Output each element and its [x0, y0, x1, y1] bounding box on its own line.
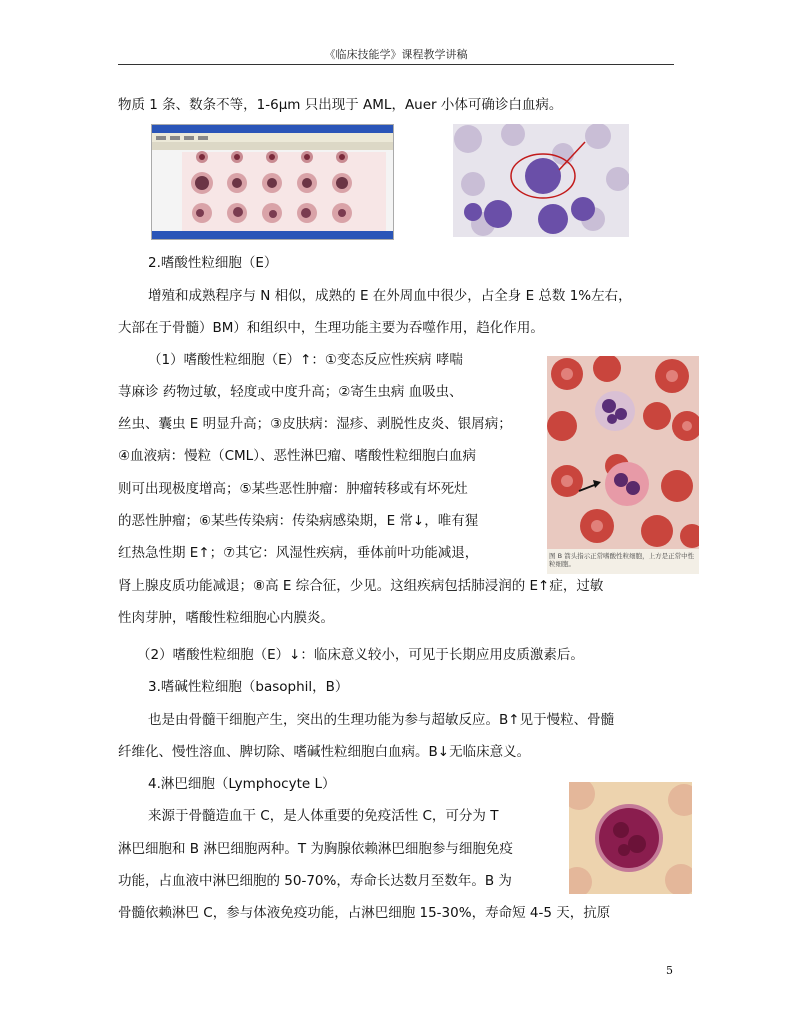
screenshot-figure — [151, 124, 394, 240]
micrograph-auer — [453, 124, 629, 237]
text-line: 丝虫、囊虫 E 明显升高；③皮肤病：湿疹、剥脱性皮炎、银屑病； — [118, 416, 512, 432]
text-line: 大部在于骨髓）BM）和组织中，生理功能主要为吞噬作用，趋化作用。 — [118, 320, 544, 336]
figure-caption: 图 B 箭头指示正常嗜酸性粒细胞，上方是正常中性粒细胞。 — [549, 552, 695, 568]
text-line: （2）嗜酸性粒细胞（E）↓：临床意义较小，可见于长期应用皮质激素后。 — [137, 647, 584, 663]
text-line: 纤维化、慢性溶血、脾切除、嗜碱性粒细胞白血病。B↓无临床意义。 — [118, 744, 531, 760]
text-line: 淋巴细胞和 B 淋巴细胞两种。T 为胸腺依赖淋巴细胞参与细胞免疫 — [118, 841, 513, 857]
text-line: 也是由骨髓干细胞产生，突出的生理功能为参与超敏反应。B↑见于慢粒、骨髓 — [148, 712, 615, 728]
text-line: 来源于骨髓造血干 C，是人体重要的免疫活性 C，可分为 T — [148, 808, 499, 824]
text-line: 物质 1 条、数条不等，1-6μm 只出现于 AML，Auer 小体可确诊白血病。 — [118, 97, 563, 113]
text-line: 则可出现极度增高；⑤某些恶性肿瘤：肿瘤转移或有坏死灶 — [118, 481, 468, 497]
text-line: 性肉芽肿，嗜酸性粒细胞心内膜炎。 — [118, 610, 334, 626]
text-line: （1）嗜酸性粒细胞（E）↑：①变态反应性疾病 哮喘 — [148, 352, 463, 368]
header-rule — [118, 64, 674, 65]
text-line: 荨麻诊 药物过敏，轻度或中度升高；②寄生虫病 血吸虫、 — [118, 384, 463, 400]
text-line: 红热急性期 E↑；⑦其它：风湿性疾病，垂体前叶功能减退， — [118, 545, 479, 561]
text-line: 功能，占血液中淋巴细胞的 50-70%，寿命长达数月至数年。B 为 — [118, 873, 512, 889]
text-line: 骨髓依赖淋巴 C，参与体液免疫功能，占淋巴细胞 15-30%，寿命短 4-5 天，抗原 — [118, 905, 611, 921]
page-number: 5 — [666, 964, 673, 977]
text-line: 肾上腺皮质功能减退；⑧高 E 综合征，少见。这组疾病包括肺浸润的 E↑症，过敏 — [118, 578, 604, 594]
section-heading: 3.嗜碱性粒细胞（basophil，B） — [148, 679, 349, 695]
text-line: 的恶性肿瘤；⑥某些传染病：传染病感染期，E 常↓，唯有猩 — [118, 513, 479, 529]
section-heading: 2.嗜酸性粒细胞（E） — [148, 255, 278, 271]
text-line: ④血液病：慢粒（CML）、恶性淋巴瘤、嗜酸性粒细胞白血病 — [118, 448, 476, 464]
running-header: 《临床技能学》课程教学讲稿 — [324, 48, 468, 61]
micrograph-eosinophil — [547, 356, 699, 574]
section-heading: 4.淋巴细胞（Lymphocyte L） — [148, 776, 336, 792]
text-line: 增殖和成熟程序与 N 相似，成熟的 E 在外周血中很少，占全身 E 总数 1%左右， — [148, 288, 632, 304]
micrograph-lymphocyte — [569, 782, 692, 894]
